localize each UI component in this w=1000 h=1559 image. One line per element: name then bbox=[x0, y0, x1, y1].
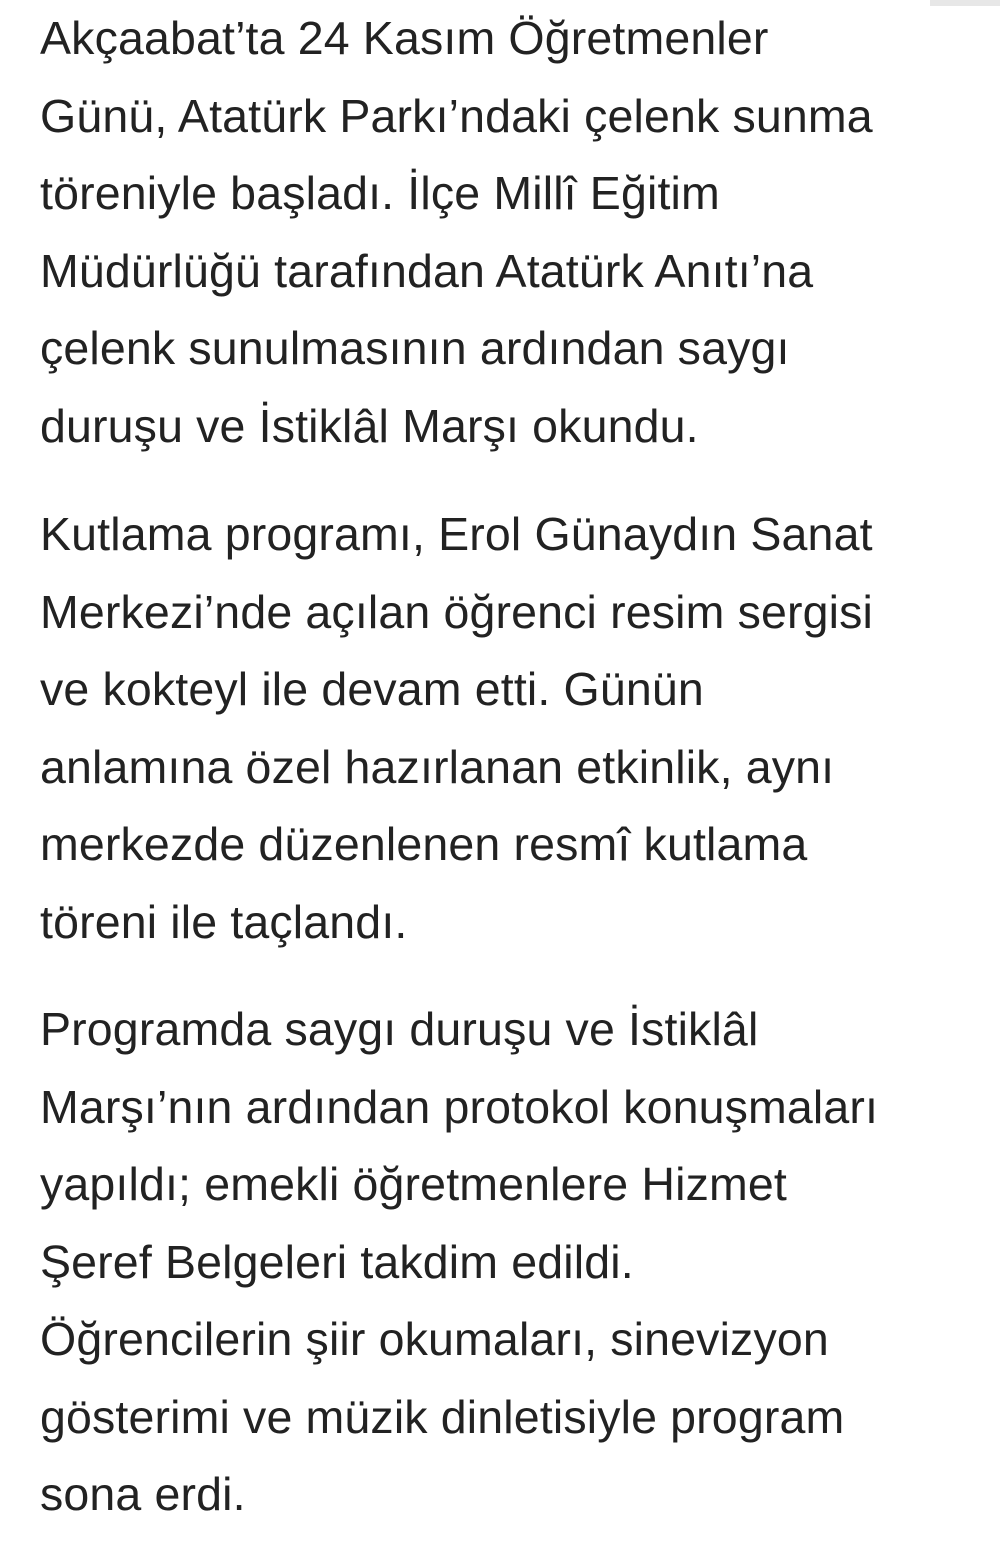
text-line: çelenk sunulmasının ardından saygı bbox=[40, 322, 790, 374]
article-paragraph-2 bbox=[40, 496, 873, 961]
text-line: töreniyle başladı. İlçe Millî Eğitim bbox=[40, 167, 720, 219]
text-line: Müdürlüğü tarafından Atatürk Anıtı’na bbox=[40, 244, 814, 297]
text-line: gösterimi ve müzik dinletisiyle program bbox=[40, 1390, 845, 1443]
text-line: ve kokteyl ile devam etti. Günün bbox=[40, 663, 704, 715]
text-line: Kutlama programı, Erol Günaydın Sanat bbox=[40, 508, 873, 560]
text-line: anlamına özel hazırlanan etkinlik, aynı bbox=[40, 740, 835, 793]
text-line: Öğrencilerin şiir okumaları, sinevizyon bbox=[40, 1313, 829, 1365]
text-line: sona erdi. bbox=[40, 1468, 246, 1520]
text-line: Marşı’nın ardından protokol konuşmaları bbox=[40, 1080, 879, 1133]
text-line: Akçaabat’ta 24 Kasım Öğretmenler bbox=[40, 12, 769, 64]
text-line: duruşu ve İstiklâl Marşı okundu. bbox=[40, 399, 699, 452]
text-line: Programda saygı duruşu ve İstiklâl bbox=[40, 1003, 759, 1055]
text-line: Günü, Atatürk Parkı’ndaki çelenk sunma bbox=[40, 89, 873, 142]
scroll-indicator bbox=[930, 0, 1000, 6]
text-line: yapıldı; emekli öğretmenlere Hizmet bbox=[40, 1158, 787, 1210]
text-line: Merkezi’nde açılan öğrenci resim sergisi bbox=[40, 585, 873, 638]
text-line: töreni ile taçlandı. bbox=[40, 895, 408, 948]
text-line: Şeref Belgeleri takdim edildi. bbox=[40, 1235, 634, 1288]
text-line: merkezde düzenlenen resmî kutlama bbox=[40, 818, 808, 870]
article-paragraph-3 bbox=[40, 991, 878, 1534]
article-paragraph-1 bbox=[40, 0, 873, 465]
